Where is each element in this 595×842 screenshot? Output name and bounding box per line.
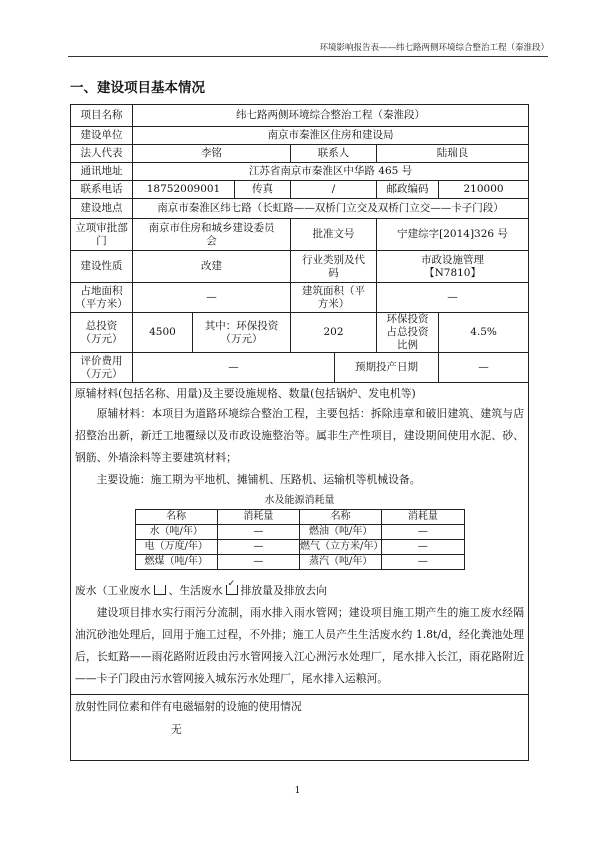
value-invest: 4500 [133, 313, 193, 353]
water-cell: — [217, 540, 299, 555]
basic-info-table [70, 104, 529, 761]
water-table-title: 水及能源消耗量 [264, 495, 335, 506]
value-contact: 陆瑞良 [377, 145, 529, 163]
water-cell: — [217, 525, 299, 540]
water-cell: — [382, 555, 464, 570]
label-legal: 法人代表 [71, 145, 133, 163]
running-header: 环境影响报告表——纬七路两侧环境综合整治工程（秦淮段） [319, 43, 549, 53]
water-header: 消耗量 [217, 510, 299, 525]
water-header: 消耗量 [382, 510, 464, 525]
value-build-area: — [377, 283, 529, 313]
value-phone: 18752009001 [133, 181, 235, 199]
value-site: 南京市秦淮区纬七路（长虹路——双桥门立交及双桥门立交——卡子门段） [133, 199, 529, 219]
value-legal: 李铭 [133, 145, 291, 163]
value-unit: 南京市秦淮区住房和建设局 [133, 127, 529, 145]
water-header: 名称 [135, 510, 217, 525]
label-nature: 建设性质 [71, 251, 133, 283]
water-cell: 水（吨/年） [135, 525, 217, 540]
water-cell: 电（万度/年） [135, 540, 217, 555]
wastewater-label-b: 、生活废水 [168, 584, 223, 597]
wastewater-para: 建设项目排水实行雨污分流制，雨水排入雨水管网；建设项目施工期产生的施工废水经隔油沉砂池处理后，回用于施工过程，不外排；施工人员产生生活废水约 1.8t/d，经化粪池处理后，长虹路——雨花路附近段由污水管网接入江心洲污水处理厂，尾水排入长江，雨花路附近——卡子门段由污水管网接入城东污水处理厂，尾水排入运粮河。 [75, 606, 525, 685]
wastewater-heading [75, 580, 524, 602]
value-area: — [133, 283, 291, 313]
water-cell: 蒸汽（吨/年） [300, 555, 382, 570]
page-number: 1 [294, 786, 301, 796]
radiation-heading: 放射性同位素和伴有电磁辐射的设施的使用情况 [75, 700, 302, 713]
label-project-name: 项目名称 [71, 105, 133, 127]
value-project-name: 纬七路两侧环境综合整治工程（秦淮段） [133, 105, 529, 127]
label-industry: 行业类别及代码 [291, 251, 377, 283]
materials-para: 原辅材料：本项目为道路环境综合整治工程，主要包括：拆除违章和破旧建筑、建筑与店招整治出新，新迁工地覆绿以及市政设施整治等。属非生产性项目，建设期间使用水泥、砂、钢筋、外墙涂料等主要建筑材料； [75, 407, 525, 464]
water-cell: 燃气（立方米/年） [300, 540, 382, 555]
materials-cell [71, 383, 529, 695]
value-env-invest: 202 [291, 313, 377, 353]
value-ratio: 4.5% [439, 313, 529, 353]
label-approval-doc: 批准文号 [291, 219, 377, 251]
water-cell: — [382, 525, 464, 540]
water-header: 名称 [300, 510, 382, 525]
label-zip: 邮政编码 [377, 181, 439, 199]
value-industry-name: 市政设施管理 [421, 253, 485, 266]
value-zip: 210000 [439, 181, 529, 199]
value-industry [377, 251, 529, 283]
value-date: — [439, 353, 529, 383]
label-eval: 评价费用（万元） [71, 353, 133, 383]
wastewater-label-a: 废水（工业废水 [75, 584, 151, 597]
value-fax: / [291, 181, 377, 199]
value-industry-code: 【N7810】 [424, 266, 481, 279]
label-env-invest: 其中：环保投资（万元） [193, 313, 291, 353]
wastewater-label-c: 排放量及排放去向 [240, 584, 327, 597]
label-site: 建设地点 [71, 199, 133, 219]
water-cell: 燃煤（吨/年） [135, 555, 217, 570]
section-title: 一、建设项目基本情况 [70, 80, 205, 96]
label-area: 占地面积（平方米） [71, 283, 133, 313]
materials-heading: 原辅材料(包括名称、用量)及主要设施规格、数量(包括锅炉、发电机等) [75, 387, 416, 400]
value-nature: 改建 [133, 251, 291, 283]
radiation-value: 无 [171, 723, 182, 736]
label-contact: 联系人 [291, 145, 377, 163]
water-cell: 燃油（吨/年） [300, 525, 382, 540]
label-invest: 总投资（万元） [71, 313, 133, 353]
domestic-checkbox[interactable] [226, 579, 238, 595]
value-approval-doc: 宁建综字[2014]326 号 [377, 219, 529, 251]
header-rule [68, 56, 548, 57]
value-approval: 南京市住房和城乡建设委员会 [133, 219, 291, 251]
label-build-area: 建筑面积（平方米） [291, 283, 377, 313]
value-address: 江苏省南京市秦淮区中华路 465 号 [133, 163, 529, 181]
industrial-checkbox[interactable] [154, 585, 166, 595]
label-fax: 传真 [235, 181, 291, 199]
water-cell: — [217, 555, 299, 570]
water-cell: — [382, 540, 464, 555]
label-unit: 建设单位 [71, 127, 133, 145]
check-mark-icon: ✓ [227, 579, 236, 589]
water-energy-table [135, 509, 465, 570]
label-address: 通讯地址 [71, 163, 133, 181]
value-eval: — [133, 353, 335, 383]
facilities-para: 主要设施：施工期为平地机、摊铺机、压路机、运输机等机械设备。 [96, 473, 421, 486]
label-ratio: 环保投资占总投资比例 [377, 313, 439, 353]
label-phone: 联系电话 [71, 181, 133, 199]
label-approval: 立项审批部门 [71, 219, 133, 251]
radiation-cell [71, 695, 529, 761]
label-date: 预期投产日期 [335, 353, 439, 383]
